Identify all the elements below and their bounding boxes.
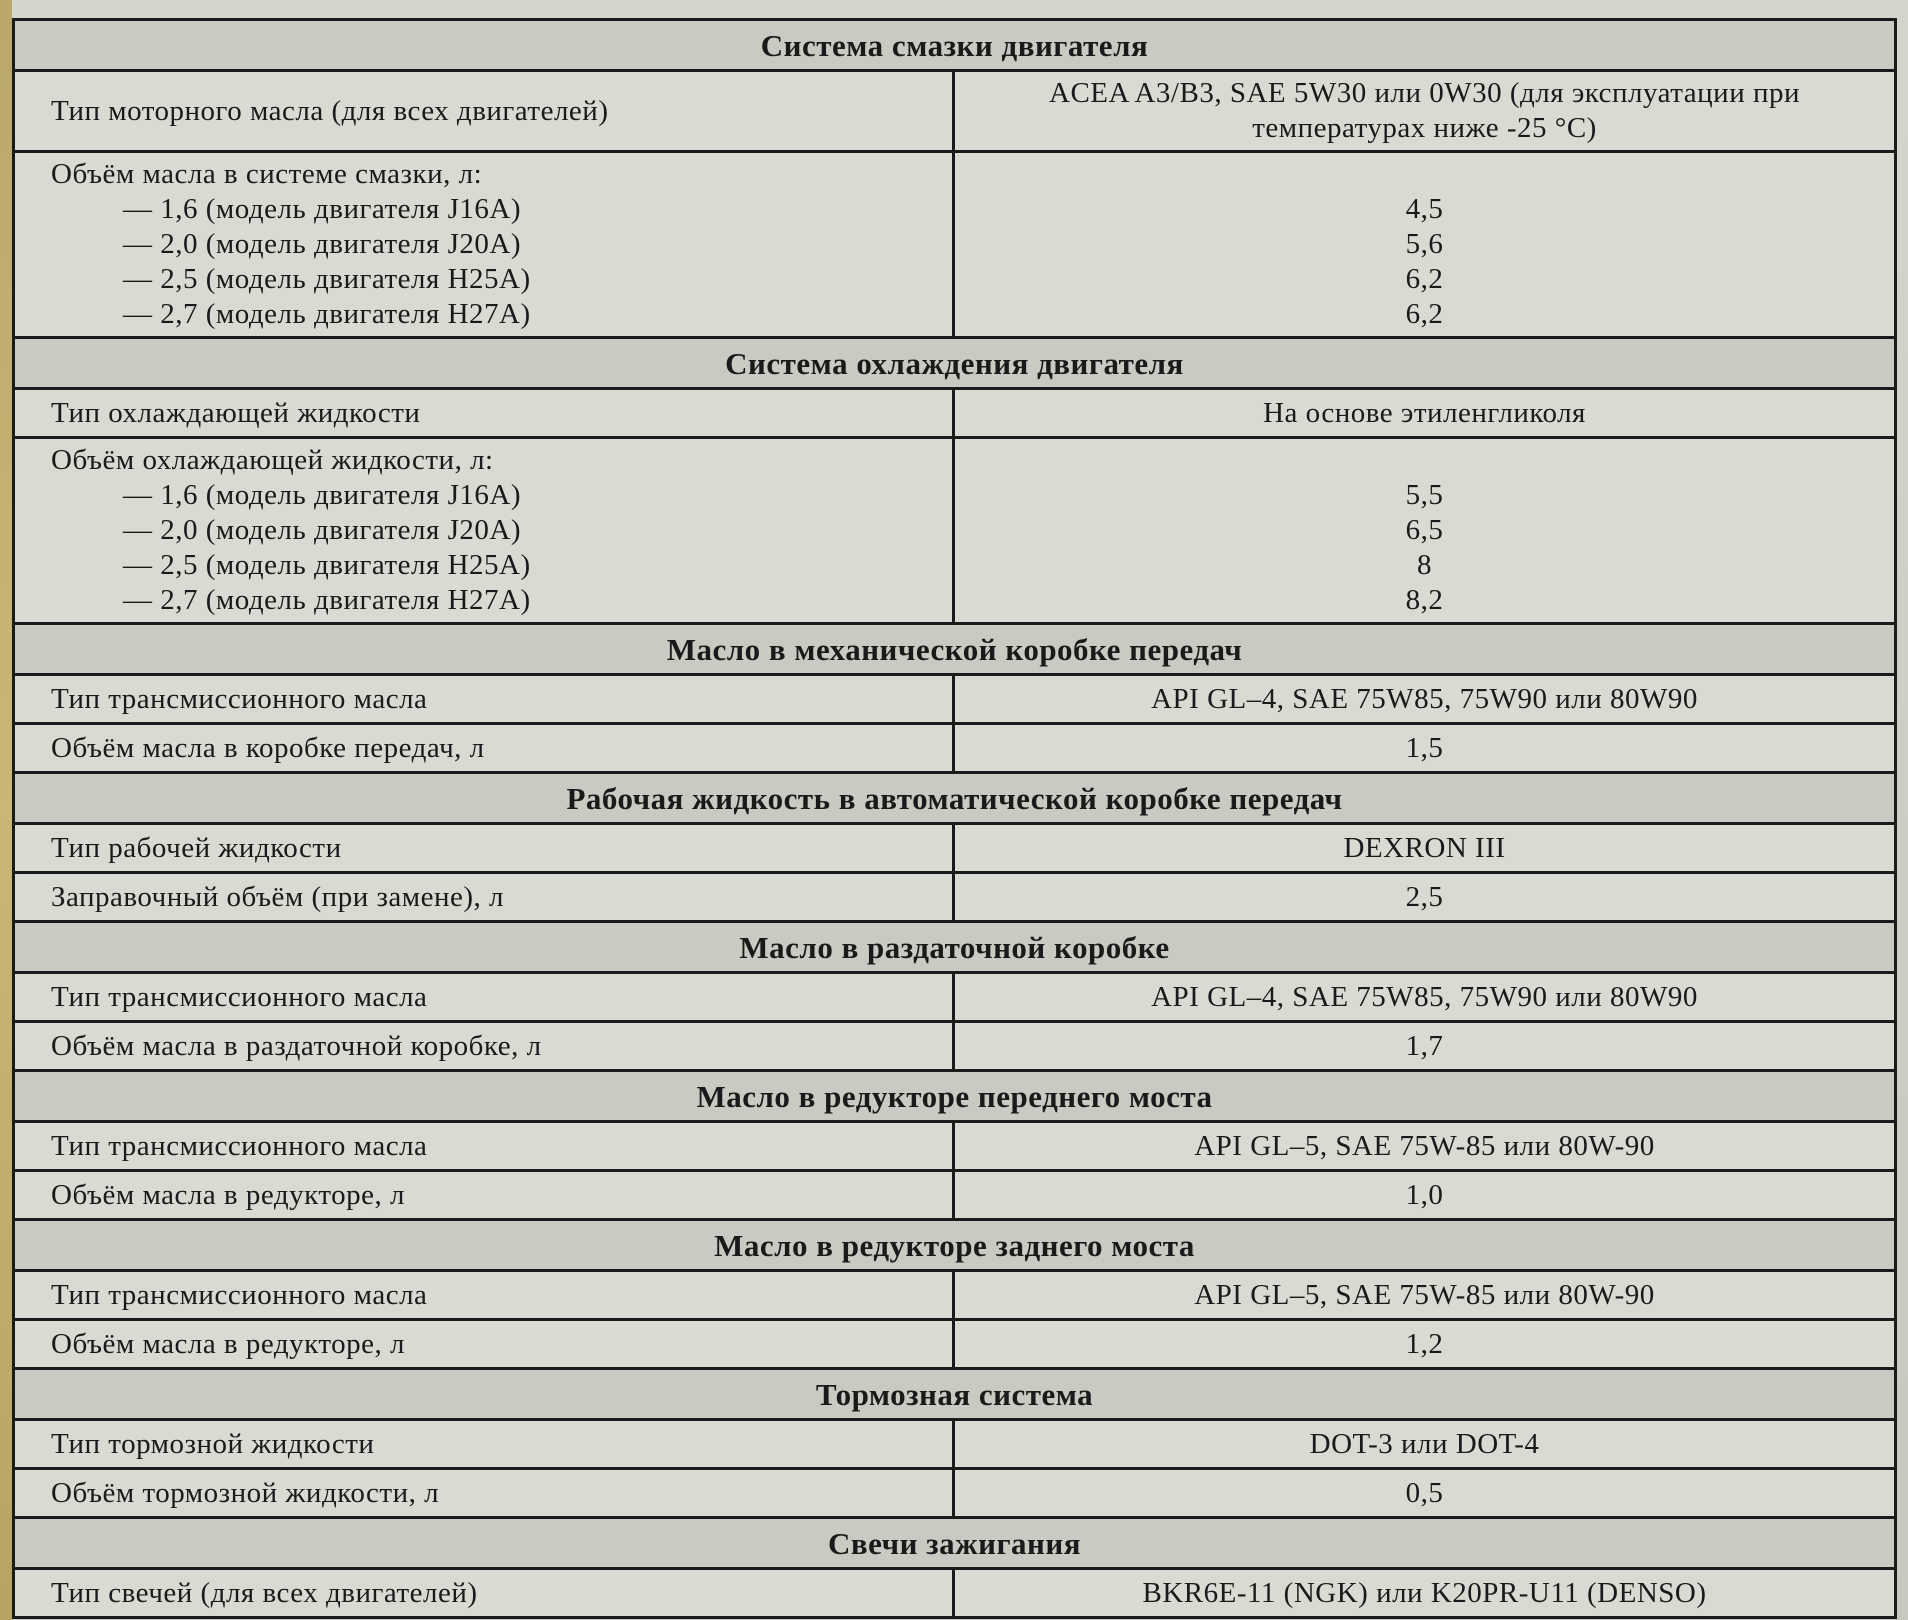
- row-value: На основе этиленгликоля: [1263, 396, 1586, 429]
- sub-row-value: 5,6: [1405, 228, 1444, 260]
- section-header-row: [14, 20, 1896, 71]
- value-spacer: [967, 157, 1882, 192]
- row-label-cell: [14, 71, 954, 152]
- row-value: 1,5: [1405, 731, 1444, 764]
- section-title: Система охлаждения двигателя: [14, 338, 1896, 389]
- sub-row-label: — 2,5 (модель двигателя H25A): [123, 263, 531, 295]
- row-value: DOT-3 или DOT-4: [1309, 1427, 1540, 1460]
- row-label-cell: [14, 438, 954, 624]
- row-value-cell: [954, 973, 1896, 1022]
- section-header-row: [14, 624, 1896, 675]
- row-label: Тип трансмиссионного масла: [51, 1278, 428, 1311]
- row-label-cell: [14, 1320, 954, 1369]
- row-label: Тип свечей (для всех двигателей): [51, 1576, 478, 1609]
- table-row: [14, 1320, 1896, 1369]
- row-value-cell: [954, 675, 1896, 724]
- row-label: Объём масла в коробке передач, л: [51, 731, 485, 764]
- row-value-cell: [954, 1271, 1896, 1320]
- section-title: Рабочая жидкость в автоматической коробке передач: [14, 773, 1896, 824]
- sub-row-value: 6,2: [1405, 298, 1444, 330]
- table-row: [14, 1469, 1896, 1518]
- row-label: Тип моторного масла (для всех двигателей): [51, 94, 609, 127]
- table-row: [14, 438, 1896, 624]
- row-label-cell: [14, 973, 954, 1022]
- row-value: 1,7: [1405, 1029, 1444, 1062]
- table-row: [14, 675, 1896, 724]
- sub-row-label: — 2,7 (модель двигателя H27A): [123, 298, 531, 330]
- value-spacer: [967, 443, 1882, 478]
- row-value-cell: [954, 1122, 1896, 1171]
- row-label: Объём тормозной жидкости, л: [51, 1476, 440, 1509]
- row-label: Тип тормозной жидкости: [51, 1427, 375, 1460]
- sub-row-value: 4,5: [1405, 193, 1444, 225]
- row-label: Объём охлаждающей жидкости, л:: [51, 444, 494, 476]
- row-value: 0,5: [1405, 1476, 1444, 1509]
- section-header-row: [14, 773, 1896, 824]
- sub-row-value: 6,5: [1405, 514, 1444, 546]
- row-label-cell: [14, 1469, 954, 1518]
- row-value: API GL–5, SAE 75W-85 или 80W-90: [1194, 1129, 1655, 1162]
- row-value-cell: [954, 1171, 1896, 1220]
- sub-row-label: — 2,0 (модель двигателя J20A): [123, 228, 521, 260]
- table-row: [14, 71, 1896, 152]
- fluids-spec-table: [12, 18, 1897, 1619]
- table-row: [14, 973, 1896, 1022]
- row-value-cell: [954, 824, 1896, 873]
- row-value-cell: [954, 438, 1896, 624]
- section-header-row: [14, 922, 1896, 973]
- sub-row-value: 6,2: [1405, 263, 1444, 295]
- row-label: Тип трансмиссионного масла: [51, 980, 428, 1013]
- row-value: 2,5: [1405, 880, 1444, 913]
- row-label: Тип охлаждающей жидкости: [51, 396, 421, 429]
- row-label: Заправочный объём (при замене), л: [51, 880, 505, 913]
- section-title: Масло в редукторе переднего моста: [14, 1071, 1896, 1122]
- page-edge-strip: [0, 0, 12, 1620]
- row-value: BKR6E-11 (NGK) или K20PR-U11 (DENSO): [1142, 1576, 1707, 1609]
- table-row: [14, 1420, 1896, 1469]
- row-value: DEXRON III: [1343, 831, 1506, 864]
- sub-row-label: — 2,5 (модель двигателя H25A): [123, 549, 531, 581]
- row-label-cell: [14, 873, 954, 922]
- row-label: Тип трансмиссионного масла: [51, 682, 428, 715]
- row-value: API GL–4, SAE 75W85, 75W90 или 80W90: [1151, 980, 1698, 1013]
- section-header-row: [14, 1220, 1896, 1271]
- row-label-cell: [14, 1171, 954, 1220]
- row-label-cell: [14, 675, 954, 724]
- row-value-cell: [954, 724, 1896, 773]
- section-header-row: [14, 1369, 1896, 1420]
- section-title: Тормозная система: [14, 1369, 1896, 1420]
- sub-row-label: — 1,6 (модель двигателя J16A): [123, 193, 521, 225]
- row-label-cell: [14, 1022, 954, 1071]
- sub-row-value: 5,5: [1405, 479, 1444, 511]
- table-row: [14, 824, 1896, 873]
- section-header-row: [14, 338, 1896, 389]
- sub-row-value: 8: [1417, 549, 1432, 581]
- section-title: Масло в редукторе заднего моста: [14, 1220, 1896, 1271]
- row-value: 1,2: [1405, 1327, 1444, 1360]
- row-value-cell: [954, 71, 1896, 152]
- row-value-cell: [954, 1320, 1896, 1369]
- row-value-cell: [954, 152, 1896, 338]
- section-title: Масло в раздаточной коробке: [14, 922, 1896, 973]
- table-body: [14, 20, 1896, 1618]
- section-header-row: [14, 1071, 1896, 1122]
- row-label: Тип трансмиссионного масла: [51, 1129, 428, 1162]
- section-title: Масло в механической коробке передач: [14, 624, 1896, 675]
- row-label-cell: [14, 389, 954, 438]
- section-title: Свечи зажигания: [14, 1518, 1896, 1569]
- table-row: [14, 1122, 1896, 1171]
- row-label: Объём масла в системе смазки, л:: [51, 158, 483, 190]
- row-value: ACEA A3/B3, SAE 5W30 или 0W30 (для эксплуатации при температурах ниже -25 °С): [1049, 77, 1801, 144]
- table-row: [14, 1022, 1896, 1071]
- row-value: 1,0: [1405, 1178, 1444, 1211]
- row-label: Объём масла в раздаточной коробке, л: [51, 1029, 542, 1062]
- row-value-cell: [954, 1569, 1896, 1618]
- sub-row-label: — 2,0 (модель двигателя J20A): [123, 514, 521, 546]
- row-label-cell: [14, 724, 954, 773]
- sub-row-label: — 2,7 (модель двигателя H27A): [123, 584, 531, 616]
- row-value-cell: [954, 1022, 1896, 1071]
- table-row: [14, 1171, 1896, 1220]
- table-row: [14, 389, 1896, 438]
- table-row: [14, 724, 1896, 773]
- row-label-cell: [14, 152, 954, 338]
- row-label: Объём масла в редукторе, л: [51, 1327, 405, 1360]
- section-header-row: [14, 1518, 1896, 1569]
- table-row: [14, 1271, 1896, 1320]
- row-value: API GL–4, SAE 75W85, 75W90 или 80W90: [1151, 682, 1698, 715]
- row-value-cell: [954, 1420, 1896, 1469]
- row-label-cell: [14, 1420, 954, 1469]
- row-value-cell: [954, 873, 1896, 922]
- row-value-cell: [954, 389, 1896, 438]
- table-row: [14, 873, 1896, 922]
- section-title: Система смазки двигателя: [14, 20, 1896, 71]
- row-value: API GL–5, SAE 75W-85 или 80W-90: [1194, 1278, 1655, 1311]
- sub-row-label: — 1,6 (модель двигателя J16A): [123, 479, 521, 511]
- row-label-cell: [14, 1122, 954, 1171]
- row-label: Объём масла в редукторе, л: [51, 1178, 405, 1211]
- table-row: [14, 152, 1896, 338]
- table-row: [14, 1569, 1896, 1618]
- row-value-cell: [954, 1469, 1896, 1518]
- row-label-cell: [14, 824, 954, 873]
- row-label: Тип рабочей жидкости: [51, 831, 342, 864]
- row-label-cell: [14, 1271, 954, 1320]
- row-label-cell: [14, 1569, 954, 1618]
- sub-row-value: 8,2: [1405, 584, 1444, 616]
